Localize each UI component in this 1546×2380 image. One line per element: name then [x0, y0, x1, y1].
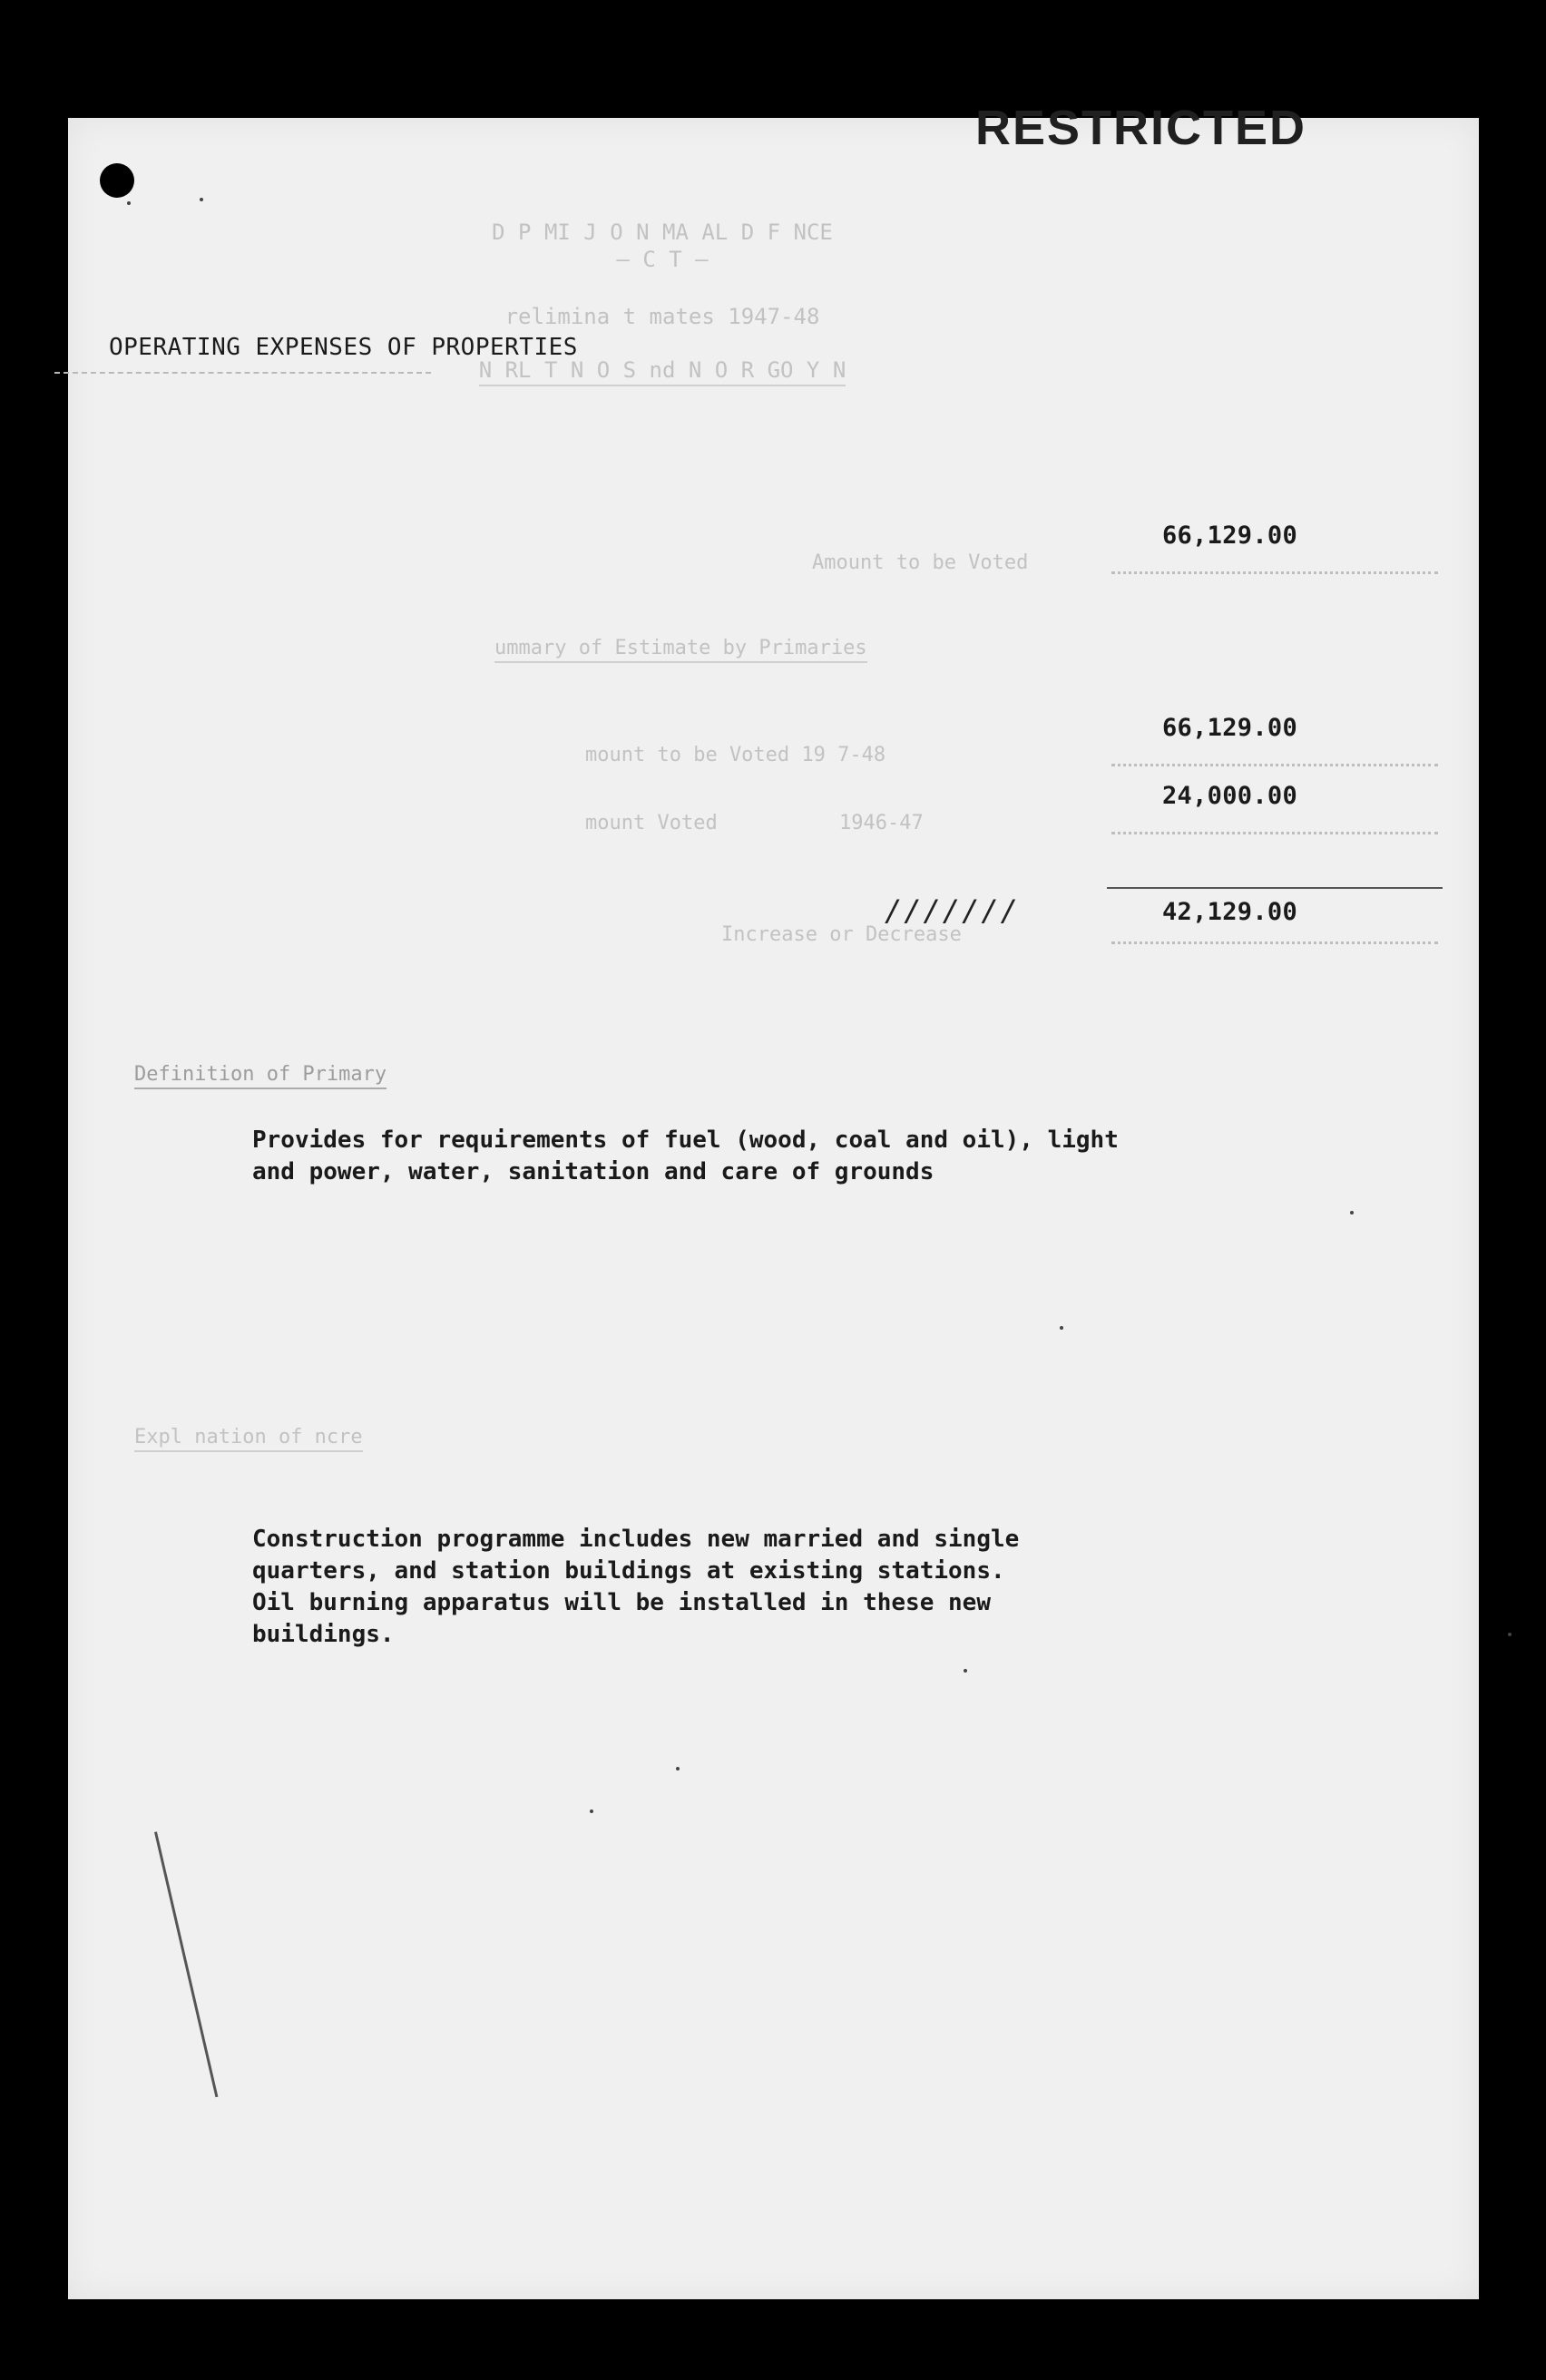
- leader-dots: [1111, 941, 1438, 944]
- definition-text: Provides for requirements of fuel (wood, coal and oil), light and power, water, sanitation and care of grounds: [252, 1127, 1119, 1185]
- explanation-text: Construction programme includes new married and single quarters, and station buildings at existing stations. Oil burning apparatus will be installed in these new buildings.: [252, 1526, 1020, 1648]
- section-title: OPERATING EXPENSES OF PROPERTIES: [109, 334, 578, 361]
- speck: [1350, 1211, 1354, 1214]
- increase-label: Increase or Decrease: [721, 923, 962, 946]
- speck: [590, 1809, 593, 1813]
- speck: [127, 201, 131, 205]
- amount-to-be-voted-label: Amount to be Voted: [812, 551, 1029, 574]
- header-estimates: relimina t mates 1947-48: [504, 304, 820, 329]
- speck: [964, 1669, 967, 1673]
- voted-1947-48-label: mount to be Voted 19 7-48: [585, 744, 886, 766]
- speck: [676, 1767, 680, 1770]
- restricted-stamp: RESTRICTED: [975, 101, 1307, 155]
- voted-1946-47-label: mount Voted: [585, 812, 718, 834]
- header-secret: — C T —: [616, 247, 709, 272]
- voted-1946-47-year: 1946-47: [839, 812, 924, 834]
- total-rule: [1107, 887, 1443, 889]
- section-title-rule: [54, 372, 431, 374]
- speck: [200, 198, 203, 201]
- voted-1946-47-value: 24,000.00: [1162, 782, 1297, 810]
- speck: [1508, 1633, 1512, 1636]
- amount-to-be-voted-value: 66,129.00: [1162, 522, 1297, 550]
- increase-value: 42,129.00: [1162, 898, 1297, 926]
- punch-hole: [100, 163, 134, 198]
- speck: [1060, 1326, 1063, 1330]
- header-subtitle: N RL T N O S nd N O R GO Y N: [254, 357, 1071, 383]
- document-sheet: [68, 118, 1479, 2299]
- header-department: D P MI J O N MA AL D F NCE: [492, 219, 833, 245]
- explanation-heading: Expl nation of ncre: [134, 1426, 363, 1448]
- leader-dots: [1111, 764, 1438, 766]
- leader-dots: [1111, 571, 1438, 574]
- leader-dots: [1111, 832, 1438, 834]
- decrease-strike-marks: ///////: [885, 893, 1020, 928]
- summary-heading: ummary of Estimate by Primaries: [494, 637, 867, 659]
- definition-heading: Definition of Primary: [134, 1063, 386, 1086]
- voted-1947-48-value: 66,129.00: [1162, 714, 1297, 742]
